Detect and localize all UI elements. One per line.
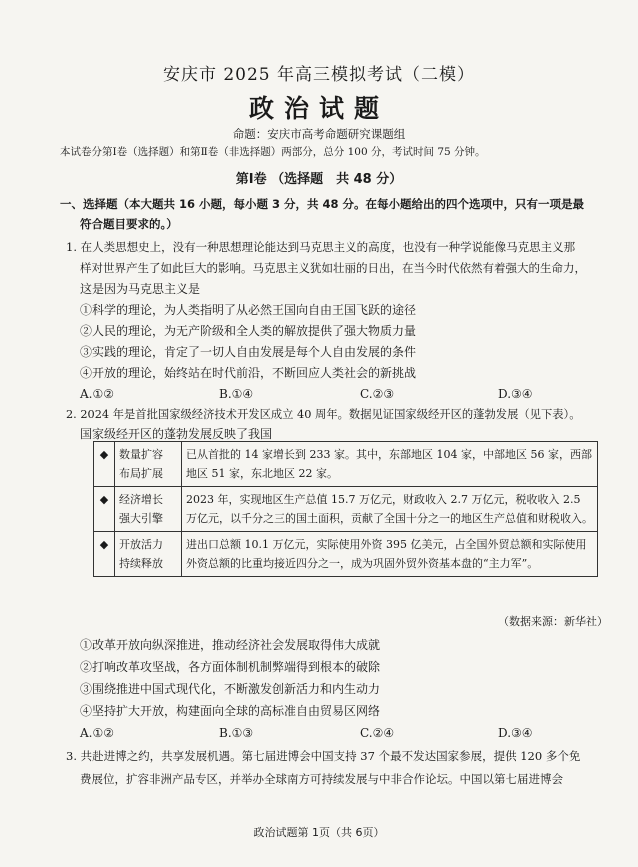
- q1-option-d: D.③④: [498, 387, 533, 401]
- q1-item-3: ③实践的理论，肯定了一切人自由发展是每个人自由发展的条件: [80, 345, 417, 359]
- section-heading: 第Ⅰ卷 （选择题 共 48 分）: [235, 172, 403, 187]
- category-line: 开放活力: [119, 538, 163, 551]
- table-row: [94, 487, 598, 532]
- q2-item-1: ①改革开放向纵深推进，推动经济社会发展取得伟大成就: [80, 638, 381, 652]
- exam-title: 安庆市 2025 年高三模拟考试（二模）: [162, 65, 476, 85]
- page-footer: 政治试题第 1页（共 6页）: [253, 826, 385, 839]
- q1-stem-line2: 样对世界产生了如此巨大的影响。马克思主义犹如壮丽的日出，在当今时代依然有着强大的生命力，: [80, 261, 586, 275]
- section-instruction-line1: 一、选择题（本大题共 16 小题，每小题 3 分，共 48 分。在每小题给出的四个选项中，只有一项是最: [60, 197, 585, 211]
- category-line: 持续释放: [119, 557, 163, 570]
- table-category: [115, 442, 182, 487]
- table-description: 进出口总额 10.1 万亿元，实际使用外资 395 亿美元，占全国外贸总额和实际使用外资总额的比重均接近四分之一，成为巩固外贸外资基本盘的“主力军”。: [182, 532, 598, 577]
- q1-stem-line3: 这是因为马克思主义是: [80, 282, 201, 296]
- q1-option-a: A.①②: [80, 387, 114, 401]
- diamond-bullet-icon: ◆: [94, 532, 115, 577]
- q2-item-4: ④坚持扩大开放，构建面向全球的高标准自由贸易区网络: [80, 704, 381, 718]
- data-source-note: （数据来源：新华社）: [498, 615, 608, 628]
- q3-stem-line2: 费展位，扩容非洲产品专区，并举办全球南方可持续发展与中非合作论坛。中国以第七届进博会: [80, 772, 563, 786]
- table-category: [115, 487, 182, 532]
- diamond-bullet-icon: ◆: [94, 487, 115, 532]
- development-table: [93, 441, 598, 577]
- subject-title: 政治试题: [248, 94, 389, 123]
- category-line: 布局扩展: [119, 467, 163, 480]
- table-category: [115, 532, 182, 577]
- section-instruction-line2: 符合题目要求的。）: [80, 217, 178, 231]
- q2-stem-line2: 国家级经开区的蓬勃发展反映了我国: [80, 427, 273, 441]
- table-description: 已从首批的 14 家增长到 233 家。其中，东部地区 104 家，中部地区 56 家，西部地区 51 家，东北地区 22 家。: [182, 442, 598, 487]
- q1-option-c: C.②③: [360, 387, 395, 401]
- q1-stem-line1: 1. 在人类思想史上，没有一种思想理论能达到马克思主义的高度，也没有一种学说能像马克思主义那: [66, 240, 576, 254]
- q2-stem-line1: 2. 2024 年是首批国家级经济技术开发区成立 40 周年。数据见证国家级经开区的蓬勃发展（见下表）。: [66, 408, 581, 421]
- table-row: [94, 532, 598, 577]
- category-line: 经济增长: [119, 493, 163, 506]
- category-line: 强大引擎: [119, 512, 163, 525]
- proposer-line: 命题：安庆市高考命题研究课题组: [232, 127, 406, 141]
- q2-option-a: A.①②: [80, 726, 114, 740]
- q1-item-2: ②人民的理论，为无产阶级和全人类的解放提供了强大物质力量: [80, 324, 417, 338]
- q2-option-b: B.①③: [219, 726, 254, 740]
- q2-item-3: ③围绕推进中国式现代化，不断激发创新活力和内生动力: [80, 682, 381, 696]
- q2-option-c: C.②④: [360, 726, 395, 740]
- q3-stem-line1: 3. 共赴进博之约，共享发展机遇。第七届进博会中国支持 37 个最不发达国家参展，提供 120 多个免: [66, 749, 581, 763]
- exam-info: 本试卷分第Ⅰ卷（选择题）和第Ⅱ卷（非选择题）两部分，总分 100 分，考试时间 75 分钟。: [60, 146, 486, 158]
- q2-item-2: ②打响改革攻坚战，各方面体制机制弊端得到根本的破除: [80, 660, 381, 674]
- q2-option-d: D.③④: [498, 726, 533, 740]
- table-description: 2023 年，实现地区生产总值 15.7 万亿元，财政收入 2.7 万亿元，税收收入 2.5 万亿元，以千分之三的国土面积，贡献了全国十分之一的地区生产总值和财税收入。: [182, 487, 598, 532]
- table-row: [94, 442, 598, 487]
- q1-item-4: ④开放的理论，始终站在时代前沿，不断回应人类社会的新挑战: [80, 366, 417, 380]
- q1-item-1: ①科学的理论，为人类指明了从必然王国向自由王国飞跃的途径: [80, 303, 417, 317]
- diamond-bullet-icon: ◆: [94, 442, 115, 487]
- q1-option-b: B.①④: [219, 387, 254, 401]
- category-line: 数量扩容: [119, 448, 163, 461]
